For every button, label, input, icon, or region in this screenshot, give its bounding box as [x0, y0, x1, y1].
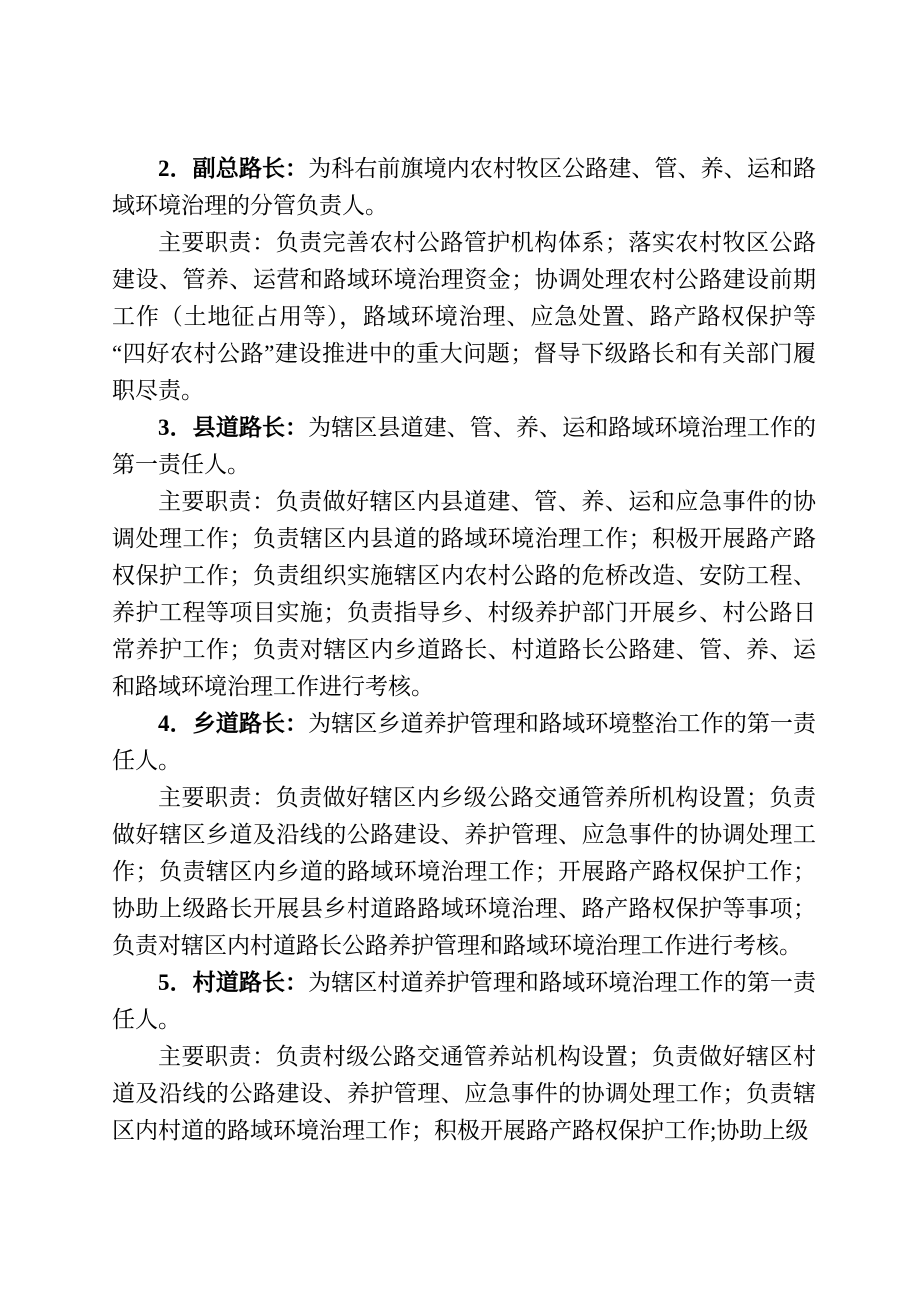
paragraph-lead: 4．乡道路长：: [158, 711, 309, 736]
paragraph-text: 为科右前旗境内农村牧区公路建、管、养、运和路域环境治理的分管负责人。: [112, 156, 817, 218]
paragraph-deputy-chief-heading: [112, 150, 816, 224]
paragraph-village-road-chief-duties: [112, 1038, 816, 1149]
paragraph-township-road-chief-duties: [112, 779, 816, 964]
paragraph-text: 主要职责：负责做好辖区内县道建、管、养、运和应急事件的协调处理工作；负责辖区内县道的路域环境治理工作；积极开展路产路权保护工作；负责组织实施辖区内农村公路的危桥改造、安防工程、养护工程等项目实施；负责指导乡、村级养护部门开展乡、村公路日常养护工作；负责对辖区内乡道路长、村道路长公路建、管、养、运和路域环境治理工作进行考核。: [112, 489, 816, 699]
paragraph-lead: 5．村道路长：: [158, 970, 309, 995]
paragraph-lead: 2．副总路长：: [158, 156, 309, 181]
paragraph-lead: 3．县道路长：: [158, 415, 309, 440]
paragraph-text: 主要职责：负责村级公路交通管养站机构设置；负责做好辖区村道及沿线的公路建设、养护管理、应急事件的协调处理工作；负责辖区内村道的路域环境治理工作；积极开展路产路权保护工作;协助上级: [112, 1044, 816, 1143]
paragraph-text: 主要职责：负责做好辖区内乡级公路交通管养所机构设置；负责做好辖区乡道及沿线的公路建设、养护管理、应急事件的协调处理工作；负责辖区内乡道的路域环境治理工作；开展路产路权保护工作；协助上级路长开展县乡村道路路域环境治理、路产路权保护等事项；负责对辖区内村道路长公路养护管理和路域环境治理工作进行考核。: [112, 785, 816, 958]
paragraph-text: 为辖区县道建、管、养、运和路域环境治理工作的第一责任人。: [112, 415, 817, 477]
paragraph-deputy-chief-duties: [112, 224, 816, 409]
paragraph-text: 为辖区乡道养护管理和路域环境整治工作的第一责任人。: [112, 711, 817, 773]
paragraph-text: 主要职责：负责完善农村公路管护机构体系；落实农村牧区公路建设、管养、运营和路域环境治理资金；协调处理农村公路建设前期工作（土地征占用等），路域环境治理、应急处置、路产路权保护等“四好农村公路”建设推进中的重大问题；督导下级路长和有关部门履职尽责。: [112, 230, 816, 403]
paragraph-village-road-chief-heading: [112, 964, 816, 1038]
paragraph-county-road-chief-duties: [112, 483, 816, 705]
document-body: [112, 150, 816, 1149]
paragraph-county-road-chief-heading: [112, 409, 816, 483]
paragraph-text: 为辖区村道养护管理和路域环境治理工作的第一责任人。: [112, 970, 817, 1032]
paragraph-township-road-chief-heading: [112, 705, 816, 779]
